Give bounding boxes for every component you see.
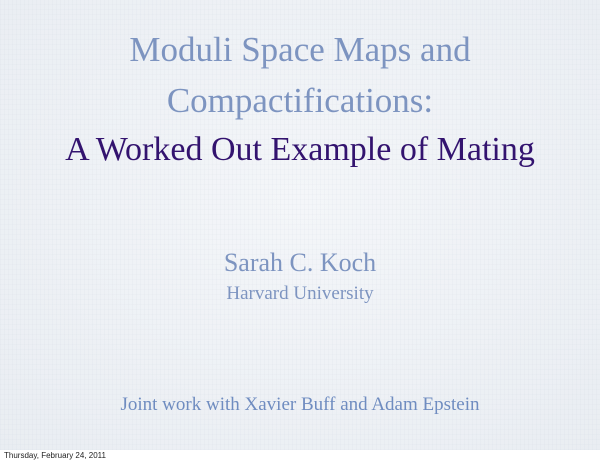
author-name: Sarah C. Koch [223, 248, 377, 277]
title-line-1: Moduli Space Maps and [129, 30, 471, 69]
collaborators-note: Joint work with Xavier Buff and Adam Epstein [120, 394, 480, 415]
title-subtitle: A Worked Out Example of Mating [65, 131, 535, 168]
footer-date: Thursday, February 24, 2011 [4, 451, 106, 460]
author-affiliation: Harvard University [226, 283, 374, 304]
title-line-2: Compactifications: [166, 81, 434, 120]
